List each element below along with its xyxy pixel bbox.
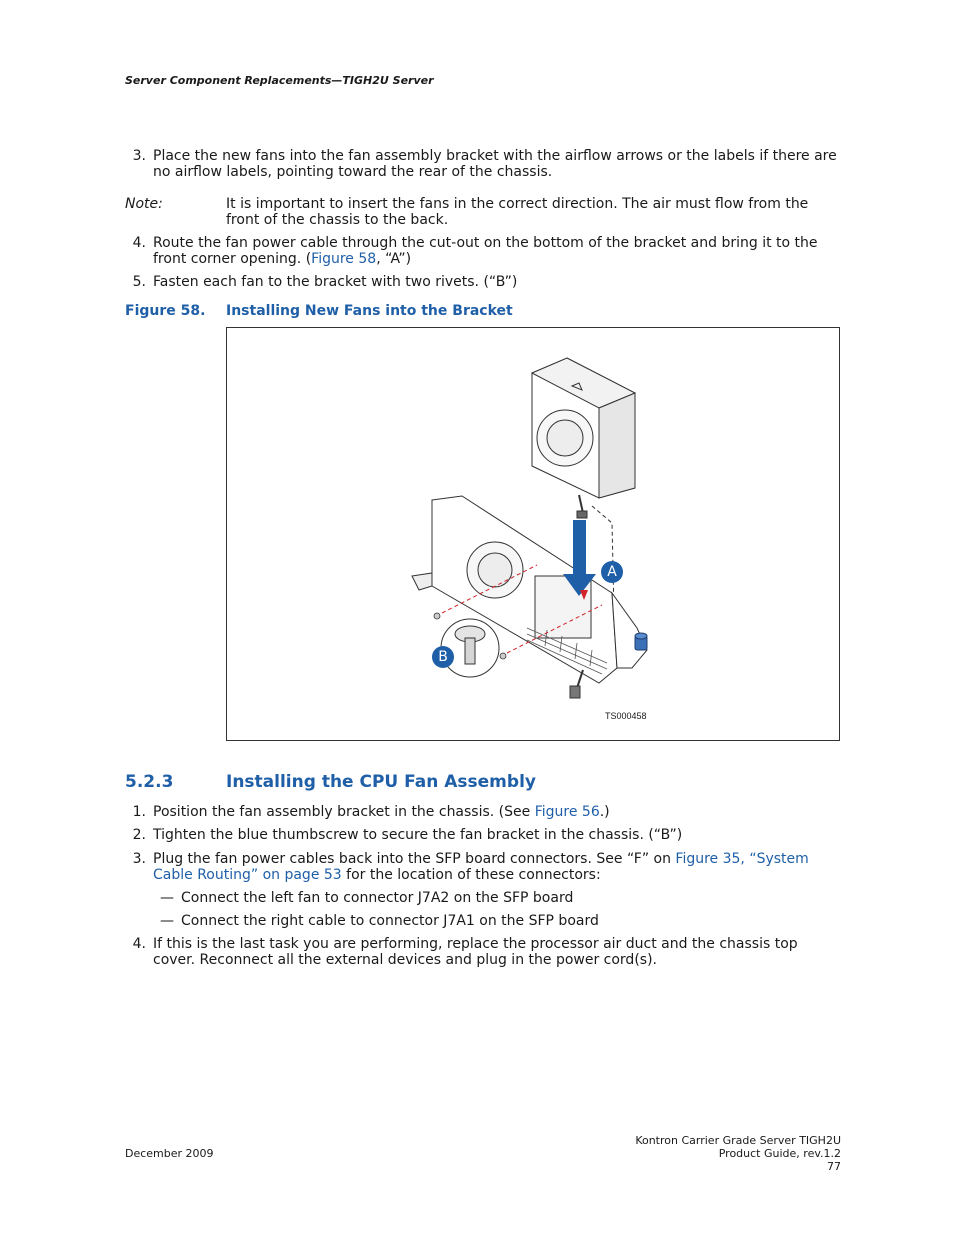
running-header: Server Component Replacements—TIGH2U Server [125,74,434,87]
step-text-part: .) [599,804,610,820]
footer-product [635,1134,841,1173]
sub-item-dash: — [160,913,174,929]
note-line: It is important to insert the fans in the correct direction. The air must flow from the [226,196,809,212]
step-text [153,236,818,267]
image-id-label: TS000458 [605,711,647,721]
step-text [153,149,837,180]
step-text: Fasten each fan to the bracket with two rivets. (“B”) [153,274,518,290]
step-number: 2. [132,827,146,843]
figure-frame [226,327,840,741]
callout-a: A [601,561,623,583]
figure-35-link-continued[interactable]: Cable Routing” on page 53 [153,866,342,883]
section-title: Installing the CPU Fan Assembly [226,772,536,792]
sub-item-text: Connect the left fan to connector J7A2 on the SFP board [181,890,574,906]
sub-item-text: Connect the right cable to connector J7A1 on the SFP board [181,913,599,929]
step-line [153,252,818,268]
step-line: no airflow labels, pointing toward the rear of the chassis. [153,163,553,180]
step-text [153,937,798,968]
step-line: If this is the last task you are performing, replace the processor air duct and the chassis top [153,936,798,952]
fan-top [532,358,635,498]
step-text [153,852,809,883]
note-label: Note: [125,196,163,212]
step-text [153,805,610,821]
thumbscrew [635,633,647,650]
step-number: 4. [132,235,146,251]
step-line: Place the new fans into the fan assembly bracket with the airflow arrows or the labels if there are [153,148,837,164]
step-line: Route the fan power cable through the cut-out on the bottom of the bracket and bring it to the [153,235,818,251]
step-line: cover. Reconnect all the external devices and plug in the power cord(s). [153,951,657,968]
step-text-part: , “A”) [376,250,412,267]
step-number: 5. [132,274,146,290]
callout-b: B [432,646,454,668]
figure-56-link[interactable]: Figure 56 [534,804,600,820]
step-text-part: front corner opening. ( [153,250,312,267]
step-number: 1. [132,804,146,820]
step-text-part: Plug the fan power cables back into the SFP board connectors. See “F” on [153,851,676,867]
step-number: 3. [132,148,146,164]
figure-title: Installing New Fans into the Bracket [226,303,513,319]
step-text-part: for the location of these connectors: [341,866,601,883]
note-text [226,197,808,228]
section-number: 5.2.3 [125,772,174,792]
footer-date: December 2009 [125,1147,214,1160]
page-number: 77 [827,1160,841,1173]
figure-number: Figure 58. [125,303,206,319]
step-number: 3. [132,851,146,867]
step-number: 4. [132,936,146,952]
step-text: Tighten the blue thumbscrew to secure the fan bracket in the chassis. (“B”) [153,827,683,843]
footer-product-line: Kontron Carrier Grade Server TIGH2U [635,1134,841,1147]
figure-35-link[interactable]: Figure 35, “System [675,851,809,867]
figure-58-link[interactable]: Figure 58 [311,250,377,267]
step-line [153,868,809,884]
step-line [153,852,809,868]
step-text-part: Position the fan assembly bracket in the chassis. (See [153,804,535,820]
sub-item-dash: — [160,890,174,906]
fan-bracket-illustration [227,328,839,740]
note-line: front of the chassis to the back. [226,211,449,228]
footer-product-line: Product Guide, rev.1.2 [718,1147,841,1160]
